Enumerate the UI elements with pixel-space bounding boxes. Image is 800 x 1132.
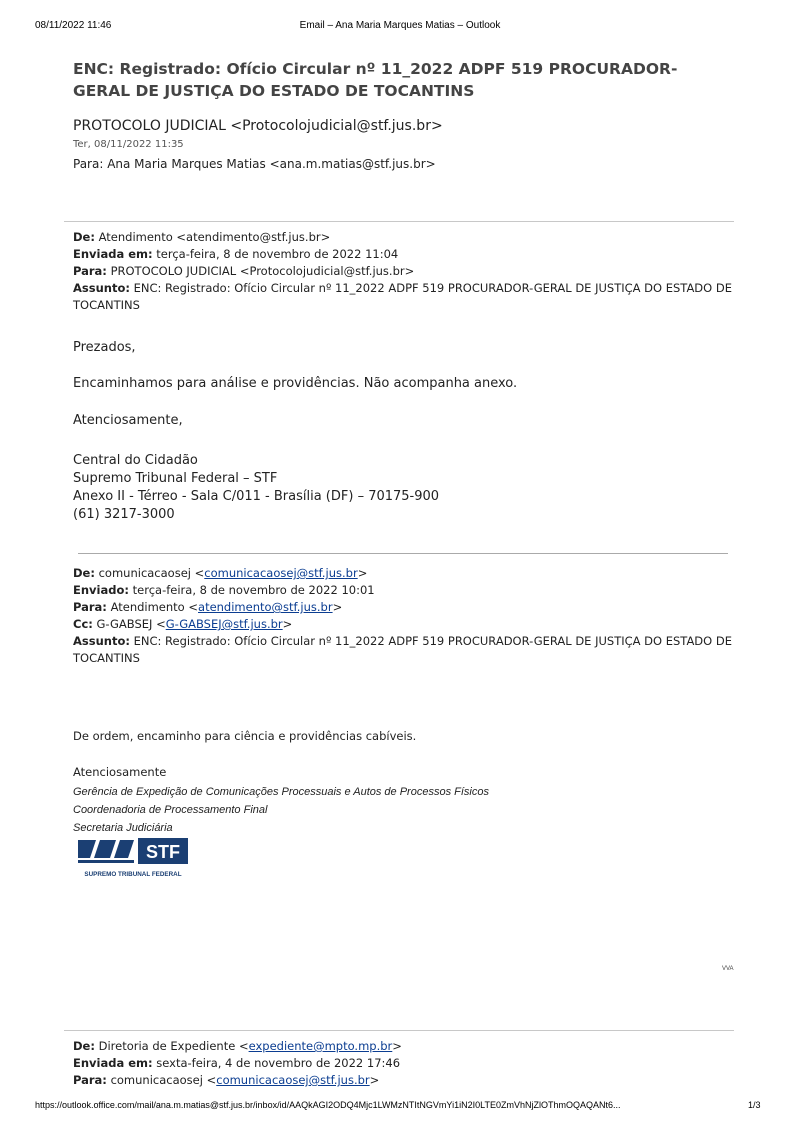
stf-logo-graphic xyxy=(76,836,192,880)
signature-line: Supremo Tribunal Federal – STF xyxy=(73,471,278,486)
from-label: De: xyxy=(73,1039,95,1053)
sent-value: terça-feira, 8 de novembro de 2022 11:04 xyxy=(152,247,399,261)
cc-suffix: > xyxy=(282,617,293,631)
email-sender[interactable]: PROTOCOLO JUDICIAL <Protocolojudicial@stf.jus.br> xyxy=(73,118,443,134)
logo-caption: SUPREMO TRIBUNAL FEDERAL xyxy=(84,871,182,878)
sent-label: Enviado: xyxy=(73,583,129,597)
signature-line: Central do Cidadão xyxy=(73,453,198,468)
signature-line: Gerência de Expedição de Comunicações Processuais e Autos de Processos Físicos xyxy=(73,786,489,798)
print-title: Email – Ana Maria Marques Matias – Outlook xyxy=(299,20,501,31)
separator xyxy=(78,553,728,554)
signature-line: Coordenadoria de Processamento Final xyxy=(73,804,268,816)
to-value: PROTOCOLO JUDICIAL <Protocolojudicial@stf.jus.br> xyxy=(106,264,415,278)
from-label: De: xyxy=(73,230,95,244)
cc-prefix: G-GABSEJ < xyxy=(92,617,166,631)
to-email-link[interactable]: atendimento@stf.jus.br xyxy=(198,600,333,614)
from-email-link[interactable]: expediente@mpto.mp.br xyxy=(248,1039,393,1053)
signature-line: Secretaria Judiciária xyxy=(73,822,173,834)
body-text: De ordem, encaminho para ciência e providências cabíveis. xyxy=(73,729,417,743)
subject-value: ENC: Registrado: Ofício Circular nº 11_2022 ADPF 519 PROCURADOR-GERAL DE JUSTIÇA DO ESTADO DE TOCANTINS xyxy=(73,634,732,665)
email-recipient: Para: Ana Maria Marques Matias <ana.m.matias@stf.jus.br> xyxy=(73,157,436,171)
sent-value: terça-feira, 8 de novembro de 2022 10:01 xyxy=(128,583,375,597)
to-label: Para: xyxy=(73,1073,107,1087)
from-suffix: > xyxy=(357,566,368,580)
message-header xyxy=(73,58,738,172)
to-prefix: comunicacaosej < xyxy=(106,1073,217,1087)
forward-header-2 xyxy=(73,565,738,667)
initials: VVA xyxy=(722,966,734,972)
email-subject: ENC: Registrado: Ofício Circular nº 11_2022 ADPF 519 PROCURADOR-GERAL DE JUSTIÇA DO ESTADO DE TOCANTINS xyxy=(73,60,678,100)
from-label: De: xyxy=(73,566,95,580)
greeting: Prezados, xyxy=(73,340,136,355)
logo-mark: STF xyxy=(146,842,180,862)
to-prefix: Atendimento < xyxy=(106,600,199,614)
from-prefix: comunicacaosej < xyxy=(94,566,205,580)
signature-line: (61) 3217-3000 xyxy=(73,507,175,522)
sent-label: Enviada em: xyxy=(73,1056,153,1070)
signature-block xyxy=(73,452,439,524)
print-page-number: 1/3 xyxy=(748,1100,761,1110)
to-suffix: > xyxy=(332,600,343,614)
from-prefix: Diretoria de Expediente < xyxy=(94,1039,249,1053)
print-footer-url: https://outlook.office.com/mail/ana.m.matias@stf.jus.br/inbox/id/AAQkAGI2ODQ4Mjc1LWMzNTItNGVmYi1iN2I0LTE0ZmVhNjZlOThmOQAQANt6... xyxy=(35,1100,621,1110)
print-date: 08/11/2022 11:46 xyxy=(35,20,112,31)
sent-label: Enviada em: xyxy=(73,247,153,261)
signature-block xyxy=(73,783,489,837)
stf-logo xyxy=(76,836,192,880)
closing: Atenciosamente xyxy=(73,765,167,779)
subject-label: Assunto: xyxy=(73,281,130,295)
separator xyxy=(64,221,734,222)
subject-label: Assunto: xyxy=(73,634,130,648)
from-value: Atendimento <atendimento@stf.jus.br> xyxy=(94,230,331,244)
body-text: Encaminhamos para análise e providências. Não acompanha anexo. xyxy=(73,376,518,391)
to-label: Para: xyxy=(73,264,107,278)
forward-header-1 xyxy=(73,229,738,314)
to-suffix: > xyxy=(369,1073,380,1087)
cc-email-link[interactable]: G-GABSEJ@stf.jus.br xyxy=(165,617,283,631)
cc-label: Cc: xyxy=(73,617,93,631)
forward-header-3 xyxy=(73,1038,738,1089)
to-label: Para: xyxy=(73,600,107,614)
from-email-link[interactable]: comunicacaosej@stf.jus.br xyxy=(204,566,358,580)
from-suffix: > xyxy=(392,1039,402,1053)
to-email-link[interactable]: comunicacaosej@stf.jus.br xyxy=(216,1073,370,1087)
email-sent-at: Ter, 08/11/2022 11:35 xyxy=(73,139,184,150)
sent-value: sexta-feira, 4 de novembro de 2022 17:46 xyxy=(152,1056,401,1070)
closing: Atenciosamente, xyxy=(73,413,183,428)
separator xyxy=(64,1030,734,1031)
signature-line: Anexo II - Térreo - Sala C/011 - Brasília (DF) – 70175-900 xyxy=(73,489,440,504)
subject-value: ENC: Registrado: Ofício Circular nº 11_2022 ADPF 519 PROCURADOR-GERAL DE JUSTIÇA DO ESTADO DE TOCANTINS xyxy=(73,281,732,312)
